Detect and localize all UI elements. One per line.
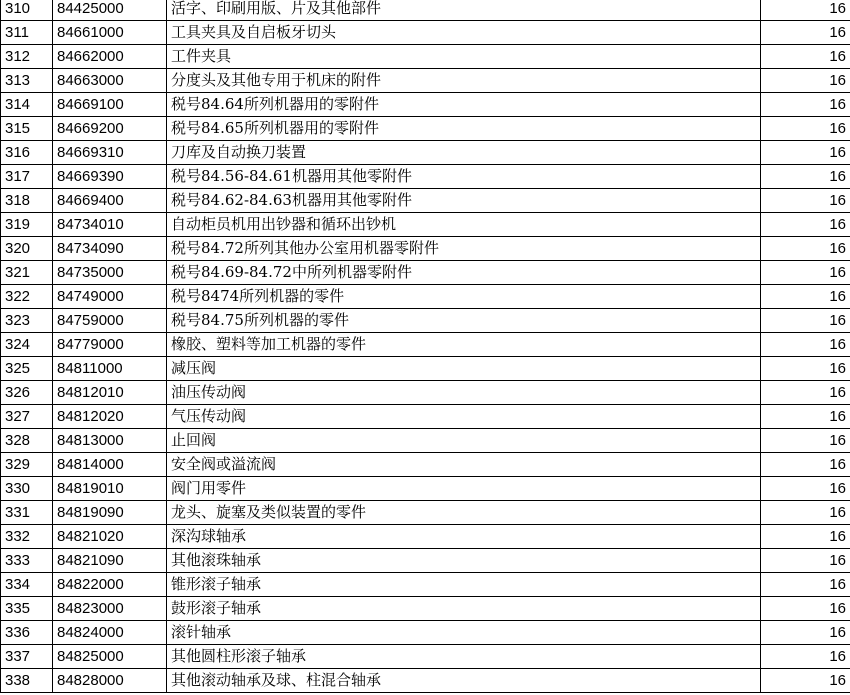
item-name-cell: 油压传动阀 <box>167 381 761 405</box>
rate-cell: 16 <box>761 405 850 429</box>
row-number-cell: 336 <box>1 621 53 645</box>
item-name-cell: 其他滚动轴承及球、柱混合轴承 <box>167 669 761 693</box>
item-name-cell: 税号84.64所列机器用的零附件 <box>167 93 761 117</box>
row-number-cell: 333 <box>1 549 53 573</box>
item-name-cell: 税号84.56-84.61机器用其他零附件 <box>167 165 761 189</box>
hs-code-cell: 84661000 <box>53 21 167 45</box>
hs-code-cell: 84828000 <box>53 669 167 693</box>
rate-cell: 16 <box>761 165 850 189</box>
table-row <box>1 501 850 525</box>
rate-cell: 16 <box>761 477 850 501</box>
rate-cell: 16 <box>761 141 850 165</box>
hs-code-cell: 84779000 <box>53 333 167 357</box>
rate-cell: 16 <box>761 69 850 93</box>
item-name-cell: 税号84.69-84.72中所列机器零附件 <box>167 261 761 285</box>
row-number-cell: 319 <box>1 213 53 237</box>
tariff-table-body <box>1 0 850 693</box>
hs-code-cell: 84735000 <box>53 261 167 285</box>
item-name-cell: 税号84.65所列机器用的零附件 <box>167 117 761 141</box>
rate-cell: 16 <box>761 621 850 645</box>
table-row <box>1 549 850 573</box>
row-number-cell: 318 <box>1 189 53 213</box>
row-number-cell: 315 <box>1 117 53 141</box>
hs-code-cell: 84662000 <box>53 45 167 69</box>
table-row <box>1 309 850 333</box>
row-number-cell: 332 <box>1 525 53 549</box>
row-number-cell: 312 <box>1 45 53 69</box>
hs-code-cell: 84669200 <box>53 117 167 141</box>
item-name-cell: 刀库及自动换刀装置 <box>167 141 761 165</box>
hs-code-cell: 84734090 <box>53 237 167 261</box>
row-number-cell: 330 <box>1 477 53 501</box>
item-name-cell: 安全阀或溢流阀 <box>167 453 761 477</box>
hs-code-cell: 84813000 <box>53 429 167 453</box>
row-number-cell: 313 <box>1 69 53 93</box>
item-name-cell: 工具夹具及自启板牙切头 <box>167 21 761 45</box>
row-number-cell: 329 <box>1 453 53 477</box>
row-number-cell: 338 <box>1 669 53 693</box>
table-row <box>1 93 850 117</box>
row-number-cell: 320 <box>1 237 53 261</box>
item-name-cell: 税号84.75所列机器的零件 <box>167 309 761 333</box>
item-name-cell: 税号8474所列机器的零件 <box>167 285 761 309</box>
table-row <box>1 261 850 285</box>
hs-code-cell: 84823000 <box>53 597 167 621</box>
rate-cell: 16 <box>761 525 850 549</box>
rate-cell: 16 <box>761 117 850 141</box>
item-name-cell: 税号84.72所列其他办公室用机器零附件 <box>167 237 761 261</box>
item-name-cell: 气压传动阀 <box>167 405 761 429</box>
table-row <box>1 189 850 213</box>
hs-code-cell: 84812020 <box>53 405 167 429</box>
table-row <box>1 117 850 141</box>
row-number-cell: 321 <box>1 261 53 285</box>
item-name-cell: 龙头、旋塞及类似装置的零件 <box>167 501 761 525</box>
rate-cell: 16 <box>761 21 850 45</box>
table-row <box>1 669 850 693</box>
table-row <box>1 0 850 21</box>
hs-code-cell: 84669310 <box>53 141 167 165</box>
table-row <box>1 333 850 357</box>
row-number-cell: 325 <box>1 357 53 381</box>
rate-cell: 16 <box>761 453 850 477</box>
table-row <box>1 453 850 477</box>
rate-cell: 16 <box>761 549 850 573</box>
rate-cell: 16 <box>761 669 850 693</box>
row-number-cell: 337 <box>1 645 53 669</box>
rate-cell: 16 <box>761 429 850 453</box>
item-name-cell: 工件夹具 <box>167 45 761 69</box>
hs-code-cell: 84663000 <box>53 69 167 93</box>
hs-code-cell: 84824000 <box>53 621 167 645</box>
row-number-cell: 314 <box>1 93 53 117</box>
row-number-cell: 326 <box>1 381 53 405</box>
table-row <box>1 213 850 237</box>
item-name-cell: 鼓形滚子轴承 <box>167 597 761 621</box>
hs-code-cell: 84669390 <box>53 165 167 189</box>
table-row <box>1 645 850 669</box>
row-number-cell: 324 <box>1 333 53 357</box>
hs-code-cell: 84819010 <box>53 477 167 501</box>
rate-cell: 16 <box>761 237 850 261</box>
table-row <box>1 525 850 549</box>
row-number-cell: 328 <box>1 429 53 453</box>
table-row <box>1 621 850 645</box>
hs-code-cell: 84669100 <box>53 93 167 117</box>
item-name-cell: 锥形滚子轴承 <box>167 573 761 597</box>
table-row <box>1 381 850 405</box>
hs-code-cell: 84822000 <box>53 573 167 597</box>
rate-cell: 16 <box>761 381 850 405</box>
item-name-cell: 税号84.62-84.63机器用其他零附件 <box>167 189 761 213</box>
item-name-cell: 其他滚珠轴承 <box>167 549 761 573</box>
rate-cell: 16 <box>761 597 850 621</box>
item-name-cell: 其他圆柱形滚子轴承 <box>167 645 761 669</box>
rate-cell: 16 <box>761 213 850 237</box>
hs-code-cell: 84821090 <box>53 549 167 573</box>
rate-cell: 16 <box>761 573 850 597</box>
table-row <box>1 285 850 309</box>
row-number-cell: 316 <box>1 141 53 165</box>
hs-code-cell: 84734010 <box>53 213 167 237</box>
table-row <box>1 405 850 429</box>
rate-cell: 16 <box>761 0 850 21</box>
table-row <box>1 357 850 381</box>
hs-code-cell: 84825000 <box>53 645 167 669</box>
rate-cell: 16 <box>761 501 850 525</box>
rate-cell: 16 <box>761 93 850 117</box>
row-number-cell: 327 <box>1 405 53 429</box>
rate-cell: 16 <box>761 285 850 309</box>
row-number-cell: 311 <box>1 21 53 45</box>
table-row <box>1 597 850 621</box>
row-number-cell: 322 <box>1 285 53 309</box>
hs-code-cell: 84669400 <box>53 189 167 213</box>
table-row <box>1 429 850 453</box>
row-number-cell: 317 <box>1 165 53 189</box>
item-name-cell: 分度头及其他专用于机床的附件 <box>167 69 761 93</box>
rate-cell: 16 <box>761 189 850 213</box>
item-name-cell: 橡胶、塑料等加工机器的零件 <box>167 333 761 357</box>
item-name-cell: 滚针轴承 <box>167 621 761 645</box>
rate-cell: 16 <box>761 357 850 381</box>
row-number-cell: 310 <box>1 0 53 21</box>
hs-code-cell: 84425000 <box>53 0 167 21</box>
row-number-cell: 335 <box>1 597 53 621</box>
item-name-cell: 止回阀 <box>167 429 761 453</box>
hs-code-cell: 84812010 <box>53 381 167 405</box>
item-name-cell: 减压阀 <box>167 357 761 381</box>
table-row <box>1 477 850 501</box>
table-row <box>1 237 850 261</box>
hs-code-cell: 84811000 <box>53 357 167 381</box>
item-name-cell: 阀门用零件 <box>167 477 761 501</box>
hs-code-cell: 84819090 <box>53 501 167 525</box>
rate-cell: 16 <box>761 309 850 333</box>
table-row <box>1 165 850 189</box>
rate-cell: 16 <box>761 261 850 285</box>
rate-cell: 16 <box>761 45 850 69</box>
row-number-cell: 334 <box>1 573 53 597</box>
hs-code-cell: 84821020 <box>53 525 167 549</box>
hs-code-cell: 84814000 <box>53 453 167 477</box>
table-row <box>1 573 850 597</box>
rate-cell: 16 <box>761 333 850 357</box>
hs-code-cell: 84749000 <box>53 285 167 309</box>
row-number-cell: 331 <box>1 501 53 525</box>
item-name-cell: 活字、印刷用版、片及其他部件 <box>167 0 761 21</box>
table-row <box>1 21 850 45</box>
table-row <box>1 69 850 93</box>
table-row <box>1 141 850 165</box>
row-number-cell: 323 <box>1 309 53 333</box>
item-name-cell: 深沟球轴承 <box>167 525 761 549</box>
table-row <box>1 45 850 69</box>
hs-code-cell: 84759000 <box>53 309 167 333</box>
item-name-cell: 自动柜员机用出钞器和循环出钞机 <box>167 213 761 237</box>
rate-cell: 16 <box>761 645 850 669</box>
